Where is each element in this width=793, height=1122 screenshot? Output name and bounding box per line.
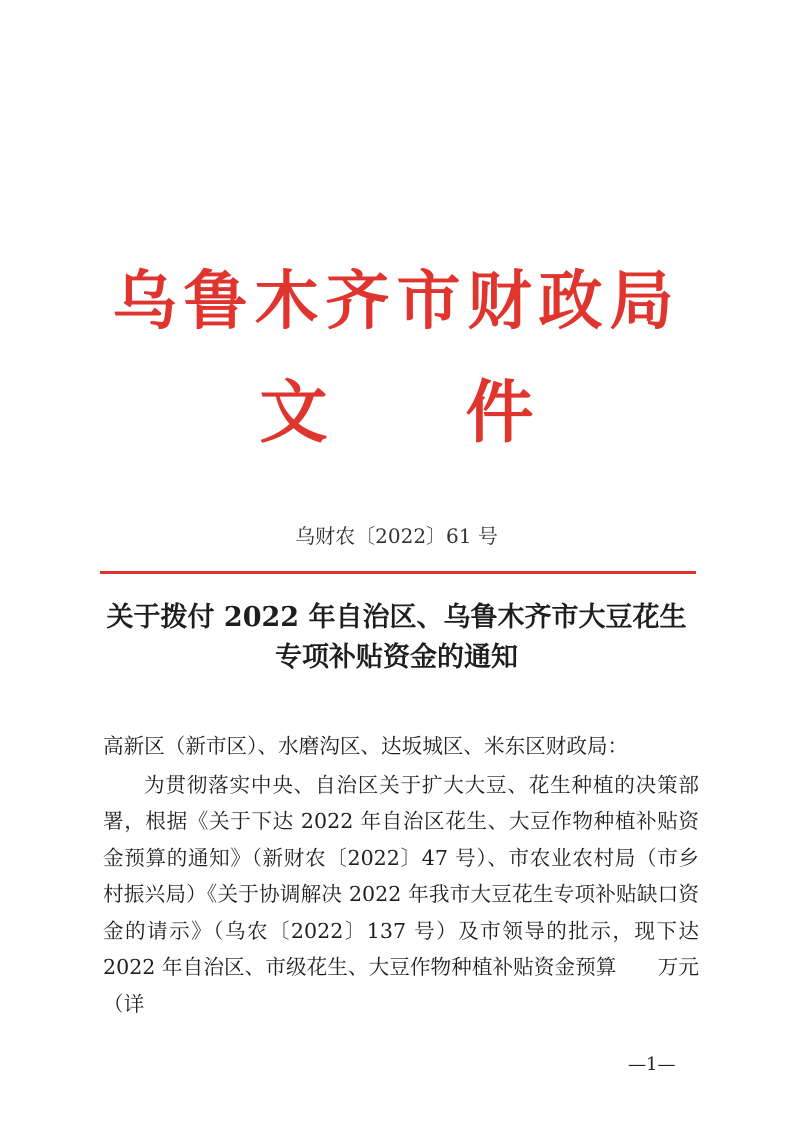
document-type-char-2: 件 bbox=[465, 374, 534, 453]
document-title bbox=[60, 598, 733, 678]
body-paragraph: 为贯彻落实中央、自治区关于扩大大豆、花生种植的决策部署，根据《关于下达 2022 年自治区花生、大豆作物种植补贴资金预算的通知》（新财农〔2022〕47 号）、市农业农村局（市乡村振兴局）《关于协调解决 2022 年我市大豆花生专项补贴缺口资金的请示》（乌农〔2022〕137 号）及市领导的批示，现下达 2022 年自治区、市级花生、大豆作物种植补贴资金预算 万元（详 bbox=[103, 772, 699, 1016]
red-divider-line bbox=[100, 571, 696, 574]
document-title-line-1: 关于拨付 2022 年自治区、乌鲁木齐市大豆花生 bbox=[106, 602, 687, 633]
document-body bbox=[103, 728, 699, 1022]
document-number: 乌财农〔2022〕61 号 bbox=[295, 524, 498, 548]
document-type-heading bbox=[0, 372, 793, 456]
document-title-line-2: 专项补贴资金的通知 bbox=[275, 642, 518, 673]
page-number: —1— bbox=[628, 1054, 676, 1075]
document-type-char-1: 文 bbox=[259, 374, 328, 453]
issuer-name: 乌鲁木齐市财政局 bbox=[112, 265, 681, 339]
salutation: 高新区（新市区）、水磨沟区、达坂城区、米东区财政局： bbox=[103, 734, 629, 758]
